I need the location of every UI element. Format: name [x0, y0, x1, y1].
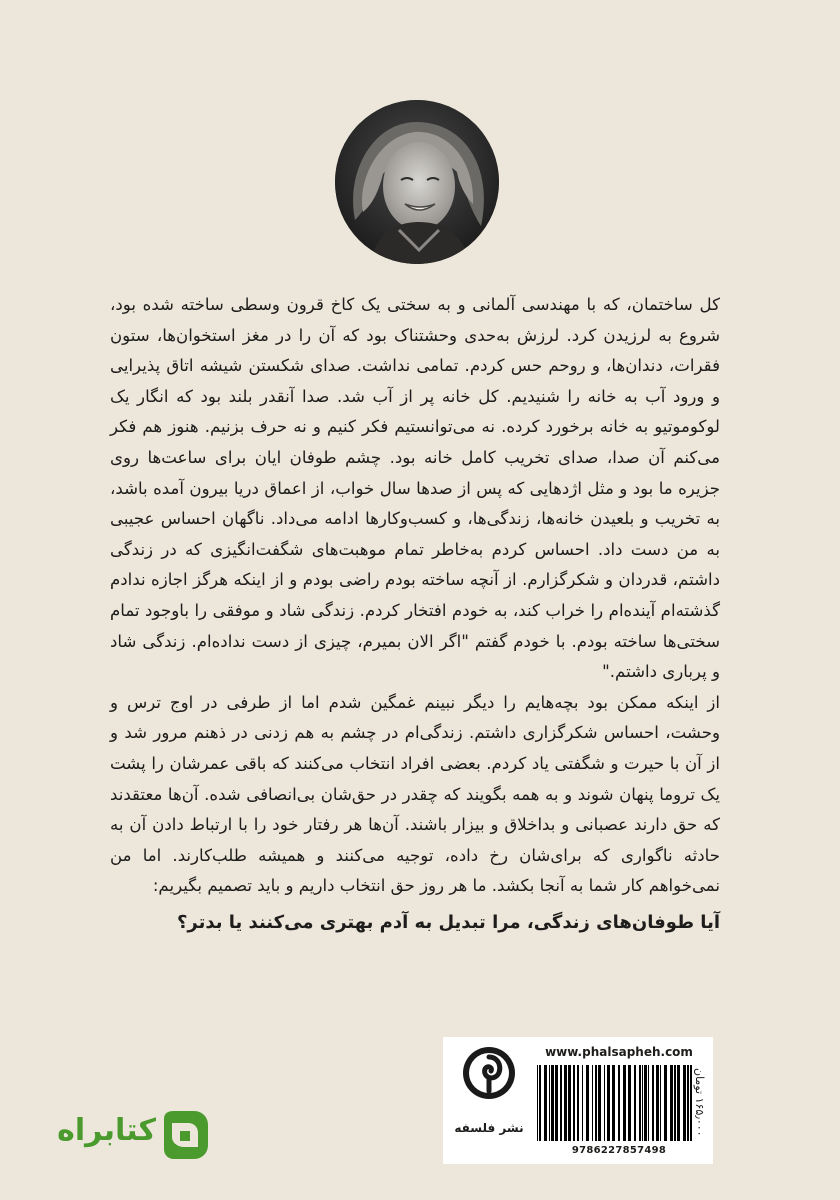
closing-question: آیا طوفان‌های زندگی، مرا تبدیل به آدم بهتری می‌کنند یا بدتر؟: [176, 912, 720, 933]
ketabrah-icon: [158, 1109, 210, 1161]
barcode-panel: [443, 1037, 713, 1164]
price-label: ۱۶۵٫۰۰۰ تومان: [693, 1067, 706, 1137]
publisher-name: نشر فلسفه: [454, 1121, 524, 1135]
isbn-number: 9786227857498: [571, 1145, 667, 1156]
publisher-url: www.phalsapheh.com: [545, 1045, 693, 1059]
portrait-image: [335, 100, 499, 264]
isbn-barcode: [533, 1065, 699, 1143]
retailer-name: کتابراه: [57, 1113, 156, 1148]
retailer-logo: [40, 1105, 220, 1175]
author-portrait: [335, 100, 499, 264]
paragraph-2: از اینکه ممکن بود بچه‌هایم را دیگر نبینم غمگین شدم اما از طرفی در اوج ترس و وحشت، احساس شکرگزاری داشتم. زندگی‌ام در چشم به هم زدنی در ذهنم مرور شد و از آن با حیرت و شگفتی یاد کردم. بعضی افراد انتخاب می‌کنند که باقی عمرشان را پشت یک تروما پنهان شوند و به همه بگویند که چقدر در حق‌شان بی‌انصافی شده. آن‌ها معتقدند که حق دارند عصبانی و بداخلاق و بیزار باشند. آن‌ها هر رفتار خود را با ارتباط دادن آن به حادثه ناگواری که برای‌شان رخ داده، توجیه می‌کنند و همیشه طلب‌کارند. اما من نمی‌خواهم کار شما به آنجا بکشد. ما هر روز حق انتخاب داریم و باید تصمیم بگیریم:: [110, 692, 720, 896]
paragraph-1: کل ساختمان، که با مهندسی آلمانی و به سختی یک کاخ قرون وسطی ساخته شده بود، شروع به لرزیدن کرد. لرزش به‌حدی وحشتناک بود که آن را در مغز استخوان‌ها، ستون فقرات، دندان‌ها، و روحم حس کردم. تمامی نداشت. صدای شکستن شیشه اتاق پذیرایی و ورود آب به خانه را شنیدیم. کل خانه پر از آب شد. صدا آنقدر بلند بود که انگار یک لوکوموتیو به خانه برخورد کرده. نه می‌توانستیم فکر کنیم و نه حرف بزنیم. هنوز هم فکر می‌کنم آن صدا، صدای تخریب کامل خانه بود. چشم طوفان ایان برای ساعت‌ها روی جزیره ما بود و مثل اژدهایی که پس از صدها سال خواب، از اعماق دریا بیرون آمده باشد، به تخریب و بلعیدن خانه‌ها، زندگی‌ها، و کسب‌وکارها ادامه می‌داد. ناگهان احساس عجیبی به من دست داد. احساس کردم به‌خاطر تمام موهبت‌های شگفت‌انگیزی که در زندگی داشتم، قدردان و شکرگزارم. از آنچه ساخته بودم راضی بودم و از اینکه هرگز اجازه ندادم گذشته‌ام آینده‌ام را خراب کند، به خودم افتخار کردم. زندگی شاد و موفقی را باوجود تمام سختی‌ها ساخته بودم. با خودم گفتم "اگر الان بمیرم، چیزی از دست نداده‌ام. زندگی شاد و پرباری داشتم.": [110, 295, 720, 682]
back-cover-text: [110, 290, 720, 902]
publisher-logo-icon: [461, 1045, 517, 1101]
